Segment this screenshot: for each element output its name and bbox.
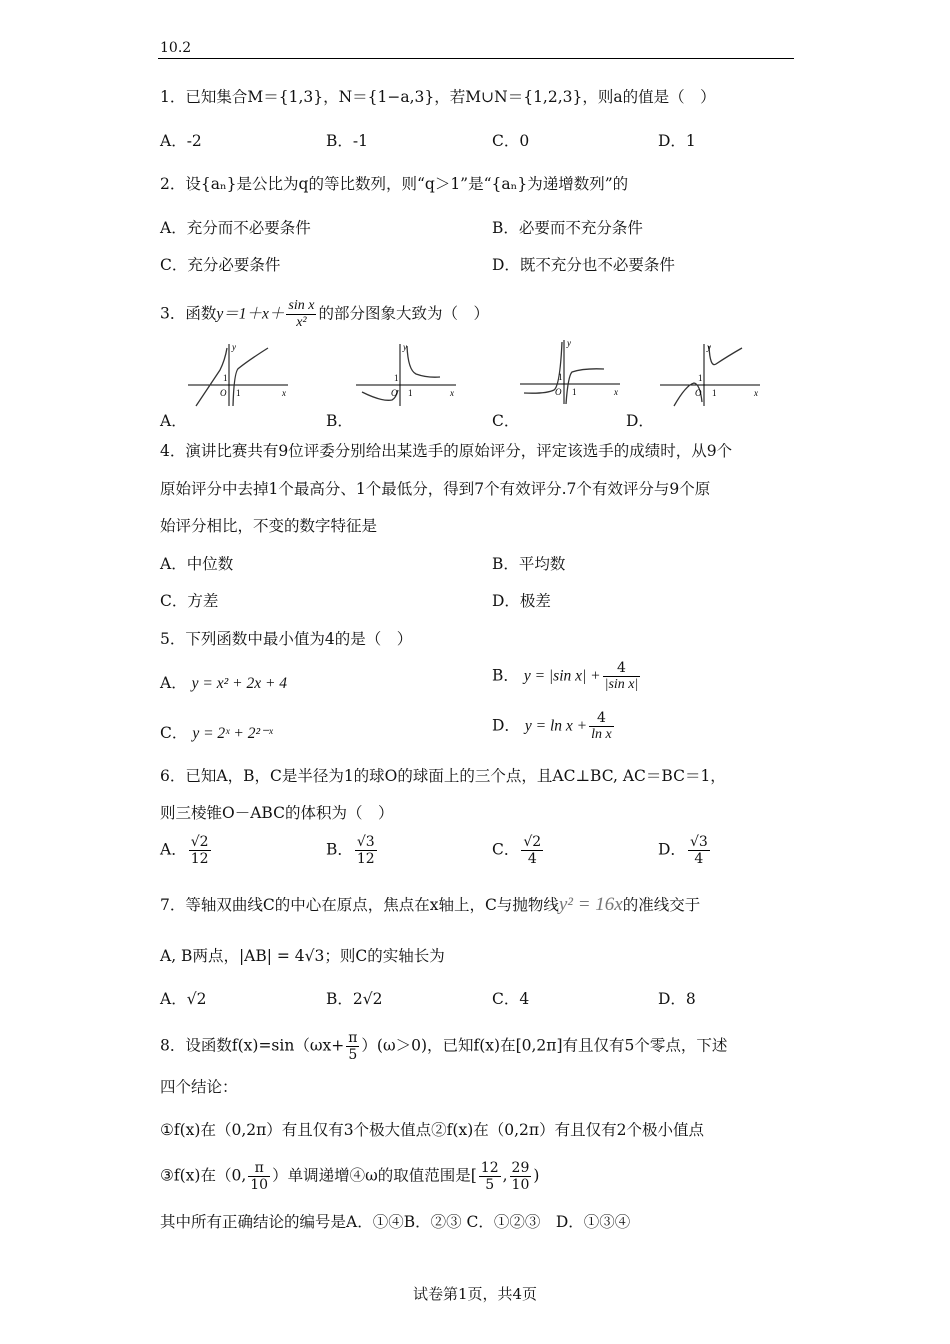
q8-line-4a: ③f(x)在（0, xyxy=(160,1166,247,1185)
q8-l4-f2-num: 12 xyxy=(480,1160,499,1176)
q8-line-4-fraction-2 xyxy=(479,1160,501,1193)
question-4-line-1 xyxy=(160,440,732,462)
q5-b-label: B． xyxy=(492,666,519,685)
graph-c-y-label: y xyxy=(567,338,571,348)
q6-a-den: 12 xyxy=(190,851,209,867)
q6-d-label: D． xyxy=(658,840,686,859)
q6-c-num: √2 xyxy=(523,834,542,850)
q6-b-num: √3 xyxy=(356,834,375,850)
q4-line-1: 演讲比赛共有9位评委分别给出某选手的原始评分，评定该选手的成绩时，从9个 xyxy=(185,442,733,460)
question-3 xyxy=(160,298,489,331)
graph-a-origin: O xyxy=(220,388,227,398)
q6-d-num: √3 xyxy=(689,834,708,850)
q8-l4-f2-den: 5 xyxy=(485,1177,495,1193)
q8-line-4-comma: , xyxy=(502,1166,508,1185)
q5-b-fraction xyxy=(603,660,641,693)
q5-c-expr: y = 2ˣ + 2²⁻ˣ xyxy=(192,725,273,742)
graph-b-y-label: y xyxy=(403,342,407,352)
graph-a-tick-x: 1 xyxy=(236,388,241,398)
q8-frac-num: π xyxy=(348,1030,358,1046)
graph-c-origin: O xyxy=(555,387,562,397)
q8-line-4-fraction-3 xyxy=(510,1160,532,1193)
q2-option-c[interactable]: C．充分必要条件 xyxy=(160,256,281,274)
q7-option-d[interactable]: D．8 xyxy=(658,990,696,1008)
q1-text: 已知集合M＝{1,3}，N＝{1−a,3}，若M∪N＝{1,2,3}，则a的值是（ ） xyxy=(185,88,716,106)
graph-d-origin: O xyxy=(695,388,702,398)
graph-d-x-label: x xyxy=(754,388,758,398)
q1-option-a[interactable]: A．-2 xyxy=(160,132,202,150)
question-7-line-1 xyxy=(160,894,700,916)
question-1 xyxy=(160,86,716,108)
q2-option-a[interactable]: A．充分而不必要条件 xyxy=(160,219,311,237)
q6-number: 6． xyxy=(160,767,186,785)
q6-option-b[interactable] xyxy=(326,834,379,867)
q6-d-fraction xyxy=(688,834,710,867)
q1-option-d[interactable]: D．1 xyxy=(658,132,696,150)
graph-c-tick-y: 1 xyxy=(558,372,563,382)
graph-b-tick-y: 1 xyxy=(394,373,399,383)
q5-d-label: D． xyxy=(492,716,520,735)
q8-line-1-fraction xyxy=(346,1030,359,1063)
q5-d-frac-num: 4 xyxy=(589,710,614,727)
q8-number: 8． xyxy=(160,1036,186,1055)
q8-line-4b: ）单调递增④ω的取值范围是[ xyxy=(272,1166,477,1185)
q4-option-a[interactable]: A．中位数 xyxy=(160,555,234,573)
graph-c-tick-x: 1 xyxy=(572,387,577,397)
q7-option-a[interactable]: A．√2 xyxy=(160,990,207,1008)
q5-b-frac-den: |sin x| xyxy=(604,677,639,692)
q8-line-4-fraction-1 xyxy=(248,1160,270,1193)
q7-parabola-eq: y² = 16x xyxy=(558,894,623,915)
q6-option-a[interactable] xyxy=(160,834,213,867)
header-rule xyxy=(158,58,794,59)
question-8-line-3: ①f(x)在（0,2π）有且仅有3个极大值点②f(x)在（0,2π）有且仅有2个极小值点 xyxy=(160,1121,704,1139)
q6-a-fraction xyxy=(189,834,211,867)
q6-option-d[interactable] xyxy=(658,834,712,867)
q3-option-b[interactable]: B． xyxy=(326,412,353,430)
q6-c-den: 4 xyxy=(527,851,537,867)
q3-formula: y＝1＋x＋ xyxy=(216,305,285,323)
graph-c-x-label: x xyxy=(614,387,618,397)
q3-frac-den: x² xyxy=(296,315,307,330)
q7-line-1b: 的准线交于 xyxy=(622,896,701,914)
q6-c-fraction xyxy=(521,834,543,867)
graph-b-tick-x: 1 xyxy=(408,388,413,398)
question-2 xyxy=(160,173,628,195)
q7-option-c[interactable]: C．4 xyxy=(492,990,530,1008)
question-6-line-1 xyxy=(160,765,726,787)
q8-line-4c: ) xyxy=(533,1166,540,1185)
q3-text-after: 的部分图象大致为（ ） xyxy=(318,304,489,323)
q1-option-c[interactable]: C．0 xyxy=(492,132,530,150)
q6-a-num: √2 xyxy=(190,834,209,850)
q5-option-b[interactable] xyxy=(492,660,642,693)
q2-text: 设{aₙ}是公比为q的等比数列，则“q＞1”是“{aₙ}为递增数列”的 xyxy=(185,175,629,193)
q7-line-1a: 等轴双曲线C的中心在原点，焦点在x轴上，C与抛物线 xyxy=(185,896,559,914)
q4-option-d[interactable]: D．极差 xyxy=(492,592,551,610)
q3-fraction xyxy=(286,298,316,331)
q3-graph-d[interactable] xyxy=(656,340,766,410)
page-header-label: 10.2 xyxy=(160,40,192,56)
q5-d-frac-den: ln x xyxy=(591,727,612,742)
q3-option-a[interactable]: A． xyxy=(160,412,187,430)
question-4-line-3: 始评分相比，不变的数字特征是 xyxy=(160,517,378,535)
q1-number: 1． xyxy=(160,88,186,106)
q3-number: 3． xyxy=(160,304,186,323)
question-4-line-2: 原始评分中去掉1个最高分、1个最低分，得到7个有效评分.7个有效评分与9个原 xyxy=(160,480,711,498)
question-8-line-4 xyxy=(160,1160,539,1193)
graph-d-tick-y: 1 xyxy=(698,373,703,383)
q6-c-label: C． xyxy=(492,840,520,859)
q7-option-b[interactable]: B．2√2 xyxy=(326,990,383,1008)
q8-l4-f1-den: 10 xyxy=(250,1177,269,1193)
q5-b-expr: y = |sin x| + xyxy=(523,667,601,685)
q5-option-d[interactable] xyxy=(492,710,616,743)
q4-option-b[interactable]: B．平均数 xyxy=(492,555,566,573)
q6-d-den: 4 xyxy=(694,851,704,867)
graph-a-tick-y: 1 xyxy=(223,373,228,383)
q2-option-d[interactable]: D．既不充分也不必要条件 xyxy=(492,256,675,274)
page-footer: 试卷第1页，共4页 xyxy=(412,1285,538,1303)
question-8-line-5: 其中所有正确结论的编号是A．①④B．②③ C．①②③ D．①③④ xyxy=(160,1213,631,1231)
q6-b-fraction xyxy=(355,834,377,867)
graph-d-curve-right xyxy=(709,346,742,365)
q8-l4-f1-num: π xyxy=(248,1160,270,1177)
question-8-line-1 xyxy=(160,1030,727,1063)
q3-frac-num: sin x xyxy=(288,298,315,313)
q6-b-den: 12 xyxy=(356,851,375,867)
q5-text: 下列函数中最小值为4的是（ ） xyxy=(185,630,413,648)
q2-number: 2． xyxy=(160,175,186,193)
graph-b-x-label: x xyxy=(450,388,454,398)
q5-c-label: C． xyxy=(160,724,188,742)
q3-option-d[interactable]: D． xyxy=(626,412,654,430)
q3-graph-b[interactable] xyxy=(352,340,462,410)
question-8-line-2: 四个结论： xyxy=(160,1078,238,1096)
question-5 xyxy=(160,628,412,650)
q5-a-expr: y = x² + 2x + 4 xyxy=(191,675,288,692)
q5-number: 5． xyxy=(160,630,186,648)
q6-line-1: 已知A，B，C是半径为1的球O的球面上的三个点，且AC⊥BC, AC＝BC＝1， xyxy=(185,767,726,785)
graph-b-origin: O xyxy=(391,388,398,398)
graph-d-y-label: y xyxy=(707,342,711,352)
q6-b-label: B． xyxy=(326,840,353,859)
graph-b-curve-right xyxy=(407,346,440,377)
q3-graph-a[interactable] xyxy=(184,340,294,410)
q1-option-b[interactable]: B．-1 xyxy=(326,132,368,150)
question-7-line-2: A, B两点，|AB| = 4√3；则C的实轴长为 xyxy=(160,947,445,965)
q5-b-frac-num: 4 xyxy=(603,660,641,677)
q8-l4-f3-num: 29 xyxy=(511,1160,530,1176)
q2-option-b[interactable]: B．必要而不充分条件 xyxy=(492,219,643,237)
q8-l4-f3-den: 10 xyxy=(511,1177,530,1193)
graph-d-tick-x: 1 xyxy=(712,388,717,398)
q3-text-before: 函数 xyxy=(185,304,217,323)
q7-number: 7． xyxy=(160,896,186,914)
q8-line-1a: 设函数f(x)=sin（ωx+ xyxy=(185,1036,345,1055)
graph-a-y-label: y xyxy=(232,342,236,352)
question-6-line-2: 则三棱锥O－ABC的体积为（ ） xyxy=(160,804,394,822)
q5-option-c[interactable] xyxy=(160,722,273,745)
q6-option-c[interactable] xyxy=(492,834,545,867)
q3-graph-c[interactable] xyxy=(516,336,626,406)
q5-d-fraction xyxy=(589,710,614,743)
q5-a-label: A． xyxy=(160,674,187,692)
q4-number: 4． xyxy=(160,442,186,460)
q3-option-c[interactable]: C． xyxy=(492,412,520,430)
graph-a-x-label: x xyxy=(282,388,286,398)
graph-c-curve-left xyxy=(524,342,562,393)
q8-line-1b: ）(ω＞0)，已知f(x)在[0,2π]有且仅有5个零点，下述 xyxy=(361,1036,728,1055)
q6-a-label: A． xyxy=(160,840,187,859)
q4-option-c[interactable]: C．方差 xyxy=(160,592,219,610)
q8-frac-den: 5 xyxy=(348,1047,358,1063)
q5-option-a[interactable] xyxy=(160,672,287,695)
q5-d-expr: y = ln x + xyxy=(524,717,588,735)
